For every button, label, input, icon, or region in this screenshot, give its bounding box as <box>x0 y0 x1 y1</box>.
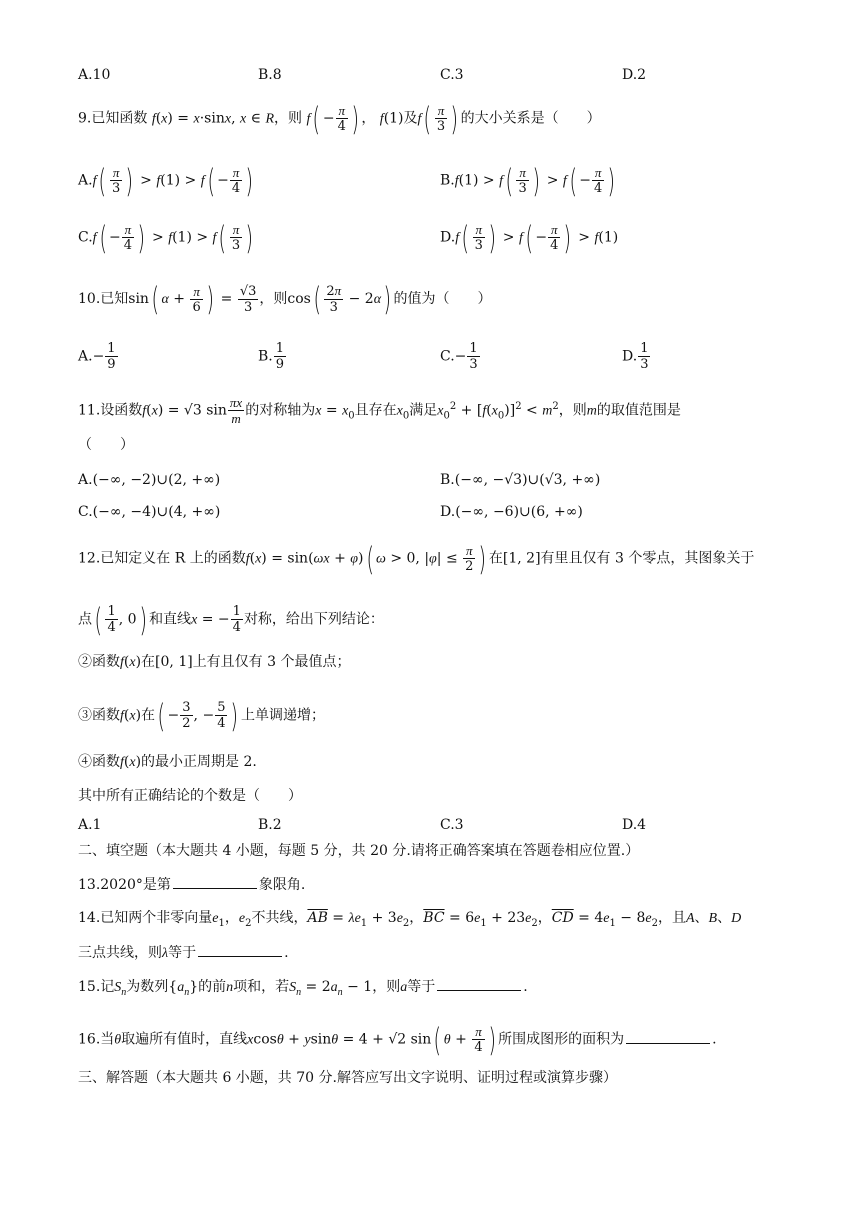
q12-stem: 12.已知定义在 R 上的函数f(x) = sin(ωx + φ)( ω > 0, |φ| ≤ $\frac{\pi}{2}$ ) 在[1, 2]有里且仅有 3 个零点，其图象关于 <box>78 539 755 578</box>
q11-paren: （ ） <box>78 437 134 453</box>
q8-option-c: C.3 <box>440 67 464 83</box>
section-2-heading: 二、填空题（本大题共 4 小题，每题 5 分，共 20 分.请将正确答案填在答题卷相应位置.） <box>78 843 640 859</box>
q12-option-d: D.4 <box>622 817 647 833</box>
q10-option-b: B. $\frac{1}{9}$ <box>258 341 285 372</box>
q16: 16.当θ取遍所有值时，直线xcosθ + ysinθ = 4 + √2 sin( θ + $\frac{\pi}{4}$ ) 所围成图形的面积为 . <box>78 1020 717 1059</box>
q11-option-b: B.(−∞, −√3)∪(√3, +∞) <box>440 472 601 488</box>
q11-option-c: C.(−∞, −4)∪(4, +∞) <box>78 504 221 520</box>
q14-stem: 14.已知两个非零向量$e_1$，$e_2$不共线，$\overline{AB} = \lambda e_1 + 3e_2$，$\overline{BC} = 6e_1 + 23e_2$，$\overline{CD} = 4e_1 - 8e_2$，且A、B、D <box>78 910 742 929</box>
q10-option-a: A.− $\frac{1}{9}$ <box>78 341 116 372</box>
q12-option-c: C.3 <box>440 817 464 833</box>
q9-option-a: A.f( $\frac{\pi}{3}$ ) > f(1) > f( − $\frac{\pi}{4}$ ) <box>78 161 254 200</box>
q13: 13.2020°是第 象限角. <box>78 874 305 895</box>
q14-answer-blank <box>198 942 282 957</box>
q13-answer-blank <box>173 874 257 889</box>
q8-option-a: A.10 <box>78 67 111 83</box>
q12-claim-2: ②函数f(x)在[0, 1]上有且仅有 3 个最值点； <box>78 654 351 670</box>
q9-option-c: C.f( − $\frac{\pi}{4}$ ) > f(1) > f( $\frac{\pi}{3}$ ) <box>78 218 254 257</box>
q12-claim-3: ③函数f(x)在( − $\frac{3}{2}$ , − $\frac{5}{4}$ ) 上单调递增； <box>78 696 325 735</box>
q14-line2: 三点共线，则λ等于 . <box>78 942 289 964</box>
q8-option-b: B.8 <box>258 67 282 83</box>
q12-option-a: A.1 <box>78 817 102 833</box>
q8-option-d: D.2 <box>622 67 647 83</box>
q16-answer-blank <box>626 1029 710 1044</box>
q10-option-d: D. $\frac{1}{3}$ <box>622 341 649 372</box>
q12-stem-line2: 点( $\frac{1}{4}$ , 0) 和直线x = − $\frac{1}{4}$ 对称，给出下列结论： <box>78 600 384 639</box>
q12-option-b: B.2 <box>258 817 282 833</box>
q12-claim-4: ④函数f(x)的最小正周期是 2. <box>78 754 257 770</box>
q9-option-d: D.f( $\frac{\pi}{3}$ ) > f( − $\frac{\pi}{4}$ ) > f(1) <box>440 218 619 257</box>
q9-stem: 9.已知函数 f(x) = x·sinx, x ∈ R，则 f( − $\frac{\pi}{4}$ ) ， f(1)及f( $\frac{\pi}{3}$ ) 的大小关系是（ ） <box>78 99 601 138</box>
q11-option-a: A.(−∞, −2)∪(2, +∞) <box>78 472 221 488</box>
section-3-heading: 三、解答题（本大题共 6 小题，共 70 分.解答应写出文字说明、证明过程或演算步骤） <box>78 1070 617 1086</box>
q10-option-c: C.− $\frac{1}{3}$ <box>440 341 478 372</box>
q12-ask: 其中所有正确结论的个数是（ ） <box>78 788 302 804</box>
q15-answer-blank <box>437 976 521 991</box>
q11-stem: 11.设函数f(x) = √3 sin $\frac{\pi x}{m}$ 的对称轴为$x = x_0$且存在$x_0$满足$x_0^2 + [f(x_0)]^2 < m^2$，则m的取值范围是 <box>78 395 681 426</box>
q10-stem: 10.已知sin( α + $\frac{\pi}{6}$ ) = $\frac{√3}{3}$ ，则cos( $\frac{2\pi}{3}$ − 2α) 的值为（ ） <box>78 280 492 318</box>
q15: 15.记$S_n$为数列$\{a_n\}$的前n项和，若$S_n = 2a_n - 1$，则a等于 . <box>78 976 528 1003</box>
q11-option-d: D.(−∞, −6)∪(6, +∞) <box>440 504 583 520</box>
q9-option-b: B.f(1) > f( $\frac{\pi}{3}$ ) > f( − $\frac{\pi}{4}$ ) <box>440 161 616 200</box>
